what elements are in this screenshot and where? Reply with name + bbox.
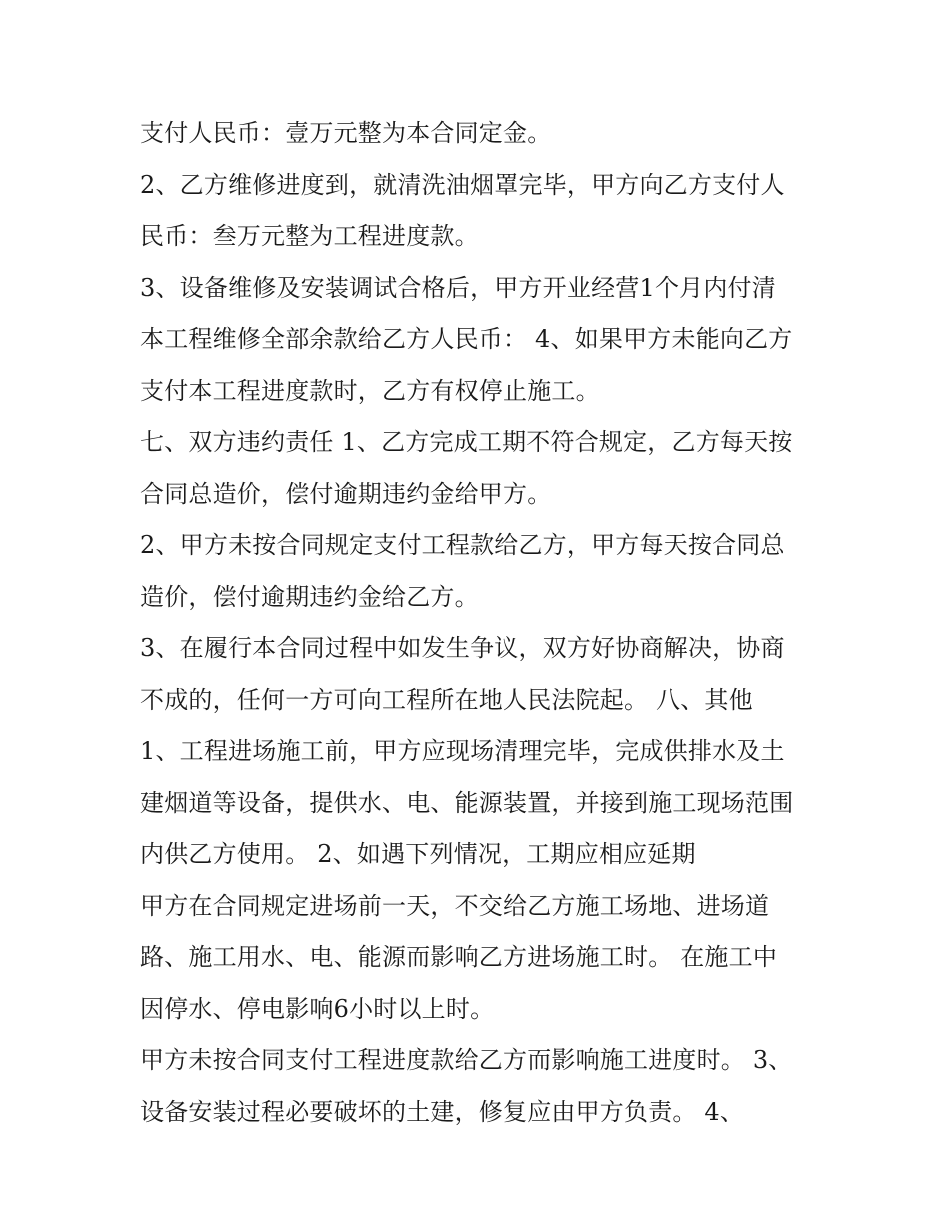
text-line-10: 造价，偿付逾期违约金给乙方。 <box>140 582 479 611</box>
text-line-20: 设备安装过程必要破坏的土建，修复应由甲方负责。 4、 <box>140 1097 745 1126</box>
text-line-4: 3、设备维修及安装调试合格后，甲方开业经营1个月内付清 <box>140 273 776 302</box>
text-line-8: 合同总造价，偿付逾期违约金给甲方。 <box>140 479 552 508</box>
text-line-17: 路、施工用水、电、能源而影响乙方进场施工时。 在施工中 <box>140 943 778 971</box>
text-line-15: 内供乙方使用。 2、如遇下列情况，工期应相应延期 <box>140 840 696 868</box>
contract-text-body <box>140 108 830 1138</box>
text-line-11: 3、在履行本合同过程中如发生争议，双方好协商解决，协商 <box>140 634 785 662</box>
text-line-14: 建烟道等设备，提供水、电、能源装置，并接到施工现场范围 <box>140 788 794 817</box>
text-line-6: 支付本工程进度款时，乙方有权停止施工。 <box>140 376 600 405</box>
text-line-3: 民币：叁万元整为工程进度款。 <box>140 222 479 250</box>
text-line-9: 2、甲方未按合同规定支付工程款给乙方，甲方每天按合同总 <box>140 531 785 559</box>
text-line-7: 七、双方违约责任 1、乙方完成工期不符合规定，乙方每天按 <box>140 428 793 456</box>
text-line-12: 不成的，任何一方可向工程所在地人民法院起。 八、其他 <box>140 685 753 714</box>
text-line-13: 1、工程进场施工前，甲方应现场清理完毕，完成供排水及土 <box>140 737 785 765</box>
text-line-19: 甲方未按合同支付工程进度款给乙方而影响施工进度时。 3、 <box>140 1046 793 1074</box>
text-line-1: 支付人民币：壹万元整为本合同定金。 <box>140 119 552 147</box>
text-line-18: 因停水、停电影响6小时以上时。 <box>140 994 495 1023</box>
text-line-2: 2、乙方维修进度到，就清洗油烟罩完毕，甲方向乙方支付人 <box>140 170 785 199</box>
text-line-16: 甲方在合同规定进场前一天，不交给乙方施工场地、进场道 <box>140 891 770 920</box>
text-line-5: 本工程维修全部余款给乙方人民币： 4、如果甲方未能向乙方 <box>140 325 793 353</box>
